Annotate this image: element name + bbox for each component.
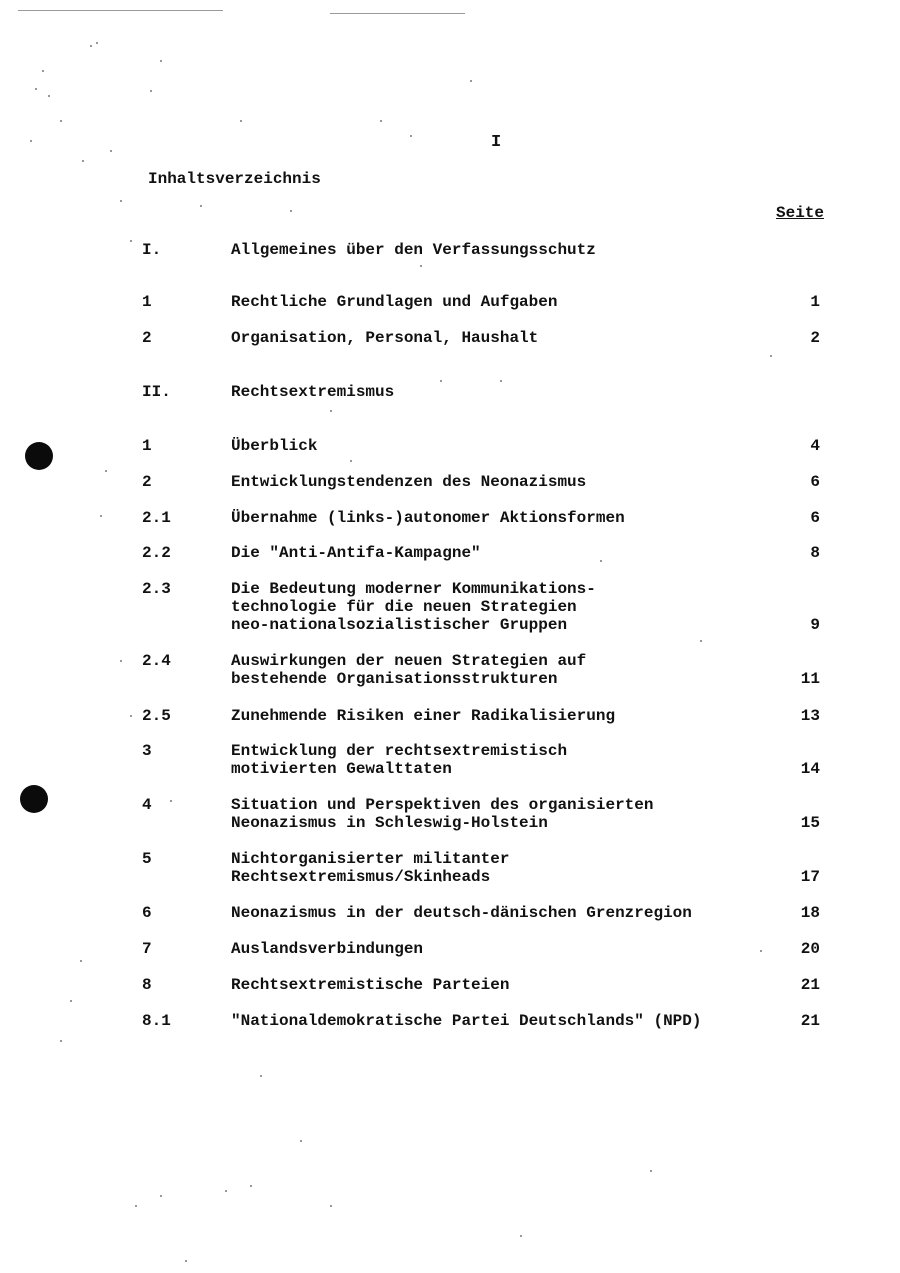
scan-speck bbox=[70, 1000, 72, 1002]
scan-speck bbox=[300, 1140, 302, 1142]
scan-speck bbox=[410, 135, 412, 137]
scan-speck bbox=[330, 1205, 332, 1207]
toc-entry-page: 18 bbox=[800, 904, 820, 922]
scan-speck bbox=[160, 60, 162, 62]
scan-speck bbox=[420, 265, 422, 267]
toc-entry-page: 20 bbox=[800, 940, 820, 958]
toc-entry-number: 6 bbox=[142, 904, 152, 922]
scan-speck bbox=[130, 715, 132, 717]
toc-entry-page: 6 bbox=[810, 509, 820, 527]
punch-hole bbox=[25, 442, 53, 470]
toc-entry-number: 2.5 bbox=[142, 707, 171, 725]
scan-speck bbox=[82, 160, 84, 162]
scan-speck bbox=[96, 42, 98, 44]
toc-entry-title: Allgemeines über den Verfassungsschutz bbox=[231, 241, 596, 259]
toc-entry-title: Rechtsextremismus bbox=[231, 383, 395, 401]
toc-entry-number: 3 bbox=[142, 742, 152, 760]
toc-entry-number: 2.4 bbox=[142, 652, 171, 670]
toc-entry-title: Die "Anti-Antifa-Kampagne" bbox=[231, 544, 481, 562]
scan-speck bbox=[330, 410, 332, 412]
toc-entry-title: Situation und Perspektiven des organisierten Neonazismus in Schleswig-Holstein bbox=[231, 796, 654, 832]
toc-entry-number: 2 bbox=[142, 329, 152, 347]
toc-entry-title: Rechtsextremistische Parteien bbox=[231, 976, 510, 994]
toc-entry-number: 2.3 bbox=[142, 580, 171, 598]
toc-entry-number: I. bbox=[142, 241, 162, 259]
scan-speck bbox=[770, 355, 772, 357]
toc-entry-page: 15 bbox=[800, 814, 820, 832]
toc-entry-title: Entwicklungstendenzen des Neonazismus bbox=[231, 473, 587, 491]
toc-entry-page: 13 bbox=[800, 707, 820, 725]
scan-speck bbox=[135, 1205, 137, 1207]
toc-entry-number: 2.1 bbox=[142, 509, 171, 527]
toc-entry-page: 21 bbox=[800, 1012, 820, 1030]
scan-speck bbox=[42, 70, 44, 72]
toc-entry-title: Übernahme (links-)autonomer Aktionsformen bbox=[231, 509, 625, 527]
toc-entry-page: 14 bbox=[800, 760, 820, 778]
scan-speck bbox=[150, 90, 152, 92]
toc-entry-number: II. bbox=[142, 383, 171, 401]
toc-entry-title: Entwicklung der rechtsextremistisch motivierten Gewalttaten bbox=[231, 742, 568, 778]
scan-speck bbox=[160, 1195, 162, 1197]
scan-speck bbox=[760, 950, 762, 952]
scan-speck bbox=[110, 150, 112, 152]
toc-entry-title: Überblick bbox=[231, 437, 318, 455]
page-title: Inhaltsverzeichnis bbox=[148, 170, 321, 188]
page-column-header: Seite bbox=[776, 204, 825, 222]
scan-speck bbox=[100, 515, 102, 517]
scan-speck bbox=[290, 210, 292, 212]
scan-speck bbox=[440, 380, 442, 382]
toc-entry-title: Organisation, Personal, Haushalt bbox=[231, 329, 539, 347]
scan-speck bbox=[80, 960, 82, 962]
scan-speck bbox=[60, 1040, 62, 1042]
toc-entry-title: Rechtliche Grundlagen und Aufgaben bbox=[231, 293, 558, 311]
toc-entry-title: Nichtorganisierter militanter Rechtsextremismus/Skinheads bbox=[231, 850, 510, 886]
toc-entry-title: "Nationaldemokratische Partei Deutschlands" (NPD) bbox=[231, 1012, 702, 1030]
scan-speck bbox=[200, 205, 202, 207]
scan-speck bbox=[600, 560, 602, 562]
toc-entry-number: 2 bbox=[142, 473, 152, 491]
scan-speck bbox=[380, 120, 382, 122]
toc-entry-number: 8.1 bbox=[142, 1012, 171, 1030]
scan-speck bbox=[225, 1190, 227, 1192]
scan-speck bbox=[240, 120, 242, 122]
scan-speck bbox=[30, 140, 32, 142]
toc-entry-title: Auslandsverbindungen bbox=[231, 940, 424, 958]
scan-speck bbox=[120, 200, 122, 202]
toc-entry-number: 1 bbox=[142, 437, 152, 455]
toc-entry-page: 17 bbox=[800, 868, 820, 886]
scan-speck bbox=[500, 380, 502, 382]
toc-entry-number: 5 bbox=[142, 850, 152, 868]
scan-speck bbox=[250, 1185, 252, 1187]
scan-speck bbox=[120, 660, 122, 662]
toc-entry-title: Auswirkungen der neuen Strategien auf bestehende Organisationsstrukturen bbox=[231, 652, 587, 688]
punch-hole bbox=[20, 785, 48, 813]
scan-speck bbox=[60, 120, 62, 122]
toc-entry-number: 4 bbox=[142, 796, 152, 814]
scan-speck bbox=[260, 1075, 262, 1077]
page-number: I bbox=[491, 133, 502, 152]
toc-entry-number: 2.2 bbox=[142, 544, 171, 562]
scan-speck bbox=[105, 470, 107, 472]
toc-entry-page: 11 bbox=[800, 670, 820, 688]
toc-entry-page: 1 bbox=[810, 293, 820, 311]
toc-entry-title: Neonazismus in der deutsch-dänischen Grenzregion bbox=[231, 904, 692, 922]
scan-speck bbox=[650, 1170, 652, 1172]
scan-speck bbox=[130, 240, 132, 242]
toc-entry-page: 4 bbox=[810, 437, 820, 455]
scan-speck bbox=[170, 800, 172, 802]
scan-speck bbox=[185, 1260, 187, 1262]
toc-entry-number: 8 bbox=[142, 976, 152, 994]
scan-speck bbox=[470, 80, 472, 82]
toc-entry-page: 8 bbox=[810, 544, 820, 562]
toc-entry-page: 21 bbox=[800, 976, 820, 994]
scan-speck bbox=[90, 45, 92, 47]
toc-entry-page: 6 bbox=[810, 473, 820, 491]
scan-speck bbox=[700, 640, 702, 642]
toc-entry-title: Zunehmende Risiken einer Radikalisierung bbox=[231, 707, 616, 725]
scan-line bbox=[18, 10, 223, 11]
scan-speck bbox=[520, 1235, 522, 1237]
toc-entry-number: 7 bbox=[142, 940, 152, 958]
scan-speck bbox=[350, 460, 352, 462]
toc-entry-page: 9 bbox=[810, 616, 820, 634]
toc-entry-number: 1 bbox=[142, 293, 152, 311]
toc-entry-page: 2 bbox=[810, 329, 820, 347]
toc-entry-title: Die Bedeutung moderner Kommunikations- technologie für die neuen Strategien neo-nationalsozialistischer Gruppen bbox=[231, 580, 596, 634]
scan-speck bbox=[48, 95, 50, 97]
scan-line bbox=[330, 13, 465, 14]
scan-speck bbox=[35, 88, 37, 90]
